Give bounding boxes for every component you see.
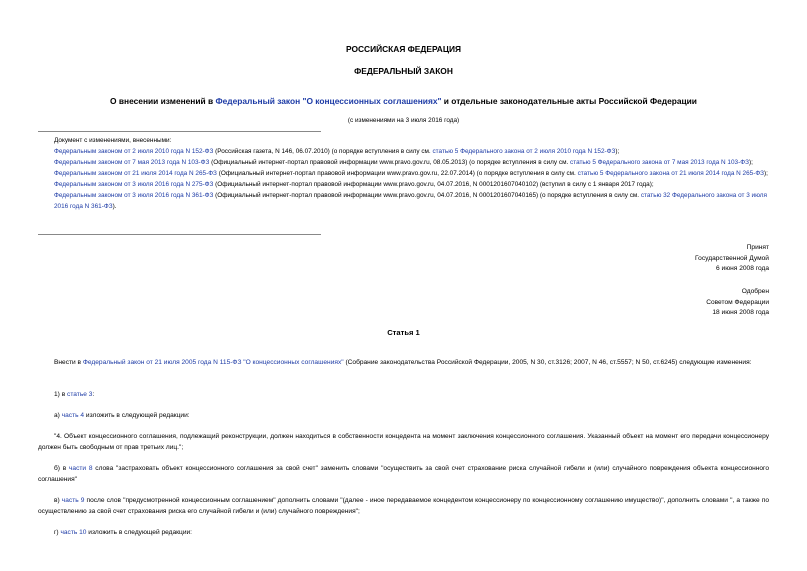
title-law-link[interactable]: Федеральный закон "О концессионных соглашениях"	[215, 96, 442, 106]
paragraph-text: изложить в следующей редакции:	[84, 412, 190, 419]
change-law-link[interactable]: Федеральным законом от 3 июля 2016 года N 361-ФЗ	[54, 192, 214, 199]
part-link[interactable]: части 8	[69, 465, 93, 472]
law-link[interactable]: Федеральный закон от 21 июля 2005 года N 115-ФЗ "О концессионных соглашениях"	[82, 359, 344, 366]
change-text: (Официальный интернет-портал правовой информации www.pravo.gov.ru, 08.05.2013) (о порядке вступления в силу см.	[209, 159, 571, 166]
paragraph-text: в)	[54, 497, 62, 504]
change-text: (Официальный интернет-портал правовой информации www.pravo.gov.ru, 04.07.2016, N 0001201607040165) (о порядке вступления в силу см.	[213, 192, 641, 199]
change-tail: ).	[112, 203, 117, 210]
article-paragraph	[38, 410, 769, 421]
change-law-link[interactable]: Федеральным законом от 21 июля 2014 года N 265-ФЗ	[54, 170, 217, 177]
change-law-link[interactable]: Федеральным законом от 3 июля 2016 года N 275-ФЗ	[54, 181, 214, 188]
changes-list	[38, 135, 769, 212]
change-text: (Официальный интернет-портал правовой информации www.pravo.gov.ru, 04.07.2016, N 0001201607040102) (вступил в силу с 1 января 2017 года);	[213, 181, 654, 188]
approved-by-council	[706, 287, 769, 319]
accepted-line: Принят	[746, 244, 769, 251]
change-article-link[interactable]: статью 32 Федерального закона от 3 июля 2016 года N 361-ФЗ	[54, 192, 767, 210]
article-heading: Статья 1	[387, 328, 420, 337]
as-of-note: (с изменениями на 3 июля 2016 года)	[347, 117, 460, 124]
change-tail: );	[764, 170, 768, 177]
paragraph-text: 1) в	[54, 391, 68, 398]
change-text: (Официальный интернет-портал правовой информации www.pravo.gov.ru, 22.07.2014) (о порядке вступления в силу см.	[216, 170, 578, 177]
change-tail: );	[748, 159, 753, 166]
change-article-link[interactable]: статью 5 Федерального закона от 21 июля 2014 года N 265-ФЗ	[577, 170, 765, 177]
federation-heading: РОССИЙСКАЯ ФЕДЕРАЦИЯ	[345, 44, 462, 54]
paragraph-text: а)	[54, 412, 62, 419]
paragraph-text: после слов "предусмотренной концессионным соглашением" дополнить словами "(далее - иное передаваемое концедентом концессионеру по концессионному соглашению имущество)", дополнить словами ", а также по осуществлению за свой счет страхования риска его случайной гибели и (или) случайного повреждения";	[38, 497, 769, 515]
article-paragraph	[38, 463, 769, 485]
changes-intro: Документ с изменениями, внесенными:	[54, 137, 172, 144]
accepted-date: 6 июня 2008 года	[716, 265, 769, 272]
article-paragraph	[38, 357, 769, 368]
approved-line: Одобрен	[741, 288, 769, 295]
article-paragraph	[38, 389, 769, 400]
approved-date: 18 июня 2008 года	[712, 309, 769, 316]
paragraph-text: (Собрание законодательства Российской Федерации, 2005, N 30, ст.3126; 2007, N 46, ст.5557; N 50, ст.6245) следующие изменения:	[343, 359, 752, 366]
paragraph-text: изложить в следующей редакции:	[86, 529, 193, 536]
change-law-link[interactable]: Федеральным законом от 2 июля 2010 года N 152-ФЗ	[54, 148, 214, 155]
title-prefix: О внесении изменений в	[110, 96, 216, 106]
change-item	[38, 146, 769, 157]
change-tail: );	[615, 148, 620, 155]
document-title	[0, 96, 807, 106]
paragraph-text: Внести в	[54, 359, 83, 366]
top-divider	[38, 131, 321, 132]
title-suffix: и отдельные законодательные акты Российской Федерации	[441, 96, 697, 106]
change-article-link[interactable]: статью 5 Федерального закона от 7 мая 2013 года N 103-ФЗ	[570, 159, 749, 166]
article-paragraph	[38, 527, 769, 538]
change-item	[38, 168, 769, 179]
change-article-link[interactable]: статью 5 Федерального закона от 2 июля 2010 года N 152-ФЗ	[432, 148, 616, 155]
change-item	[38, 157, 769, 168]
paragraph-text: слова "застраховать объект концессионного соглашения за свой счет" заменить словами "осуществить за свой счет страхование риска случайной гибели и (или) случайного повреждения объекта концессионного соглашения"	[38, 465, 769, 483]
article-link[interactable]: статье 3	[67, 391, 93, 398]
accepted-line: Государственной Думой	[695, 254, 769, 262]
paragraph-text: :	[92, 391, 95, 398]
law-type-heading: ФЕДЕРАЛЬНЫЙ ЗАКОН	[354, 66, 453, 76]
article-paragraph	[38, 495, 769, 517]
accepted-by-duma	[695, 243, 769, 275]
approved-line: Советом Федерации	[706, 298, 769, 306]
change-item	[38, 190, 769, 212]
change-text: (Российская газета, N 146, 06.07.2010) (о порядке вступления в силу см.	[213, 148, 433, 155]
part-link[interactable]: часть 9	[61, 497, 85, 504]
article-paragraph: "4. Объект концессионного соглашения, подлежащий реконструкции, должен находиться в собственности концедента на момент заключения концессионного соглашения. Указанный объект на момент его передачи концессионеру должен быть свободным от прав третьих лиц.";	[38, 433, 769, 451]
paragraph-text: г)	[54, 529, 61, 536]
change-law-link[interactable]: Федеральным законом от 7 мая 2013 года N 103-ФЗ	[54, 159, 210, 166]
bottom-divider	[38, 234, 321, 235]
part-link[interactable]: часть 10	[60, 529, 87, 536]
change-item	[38, 179, 769, 190]
paragraph-text: б) в	[54, 465, 69, 472]
part-link[interactable]: часть 4	[61, 412, 85, 419]
